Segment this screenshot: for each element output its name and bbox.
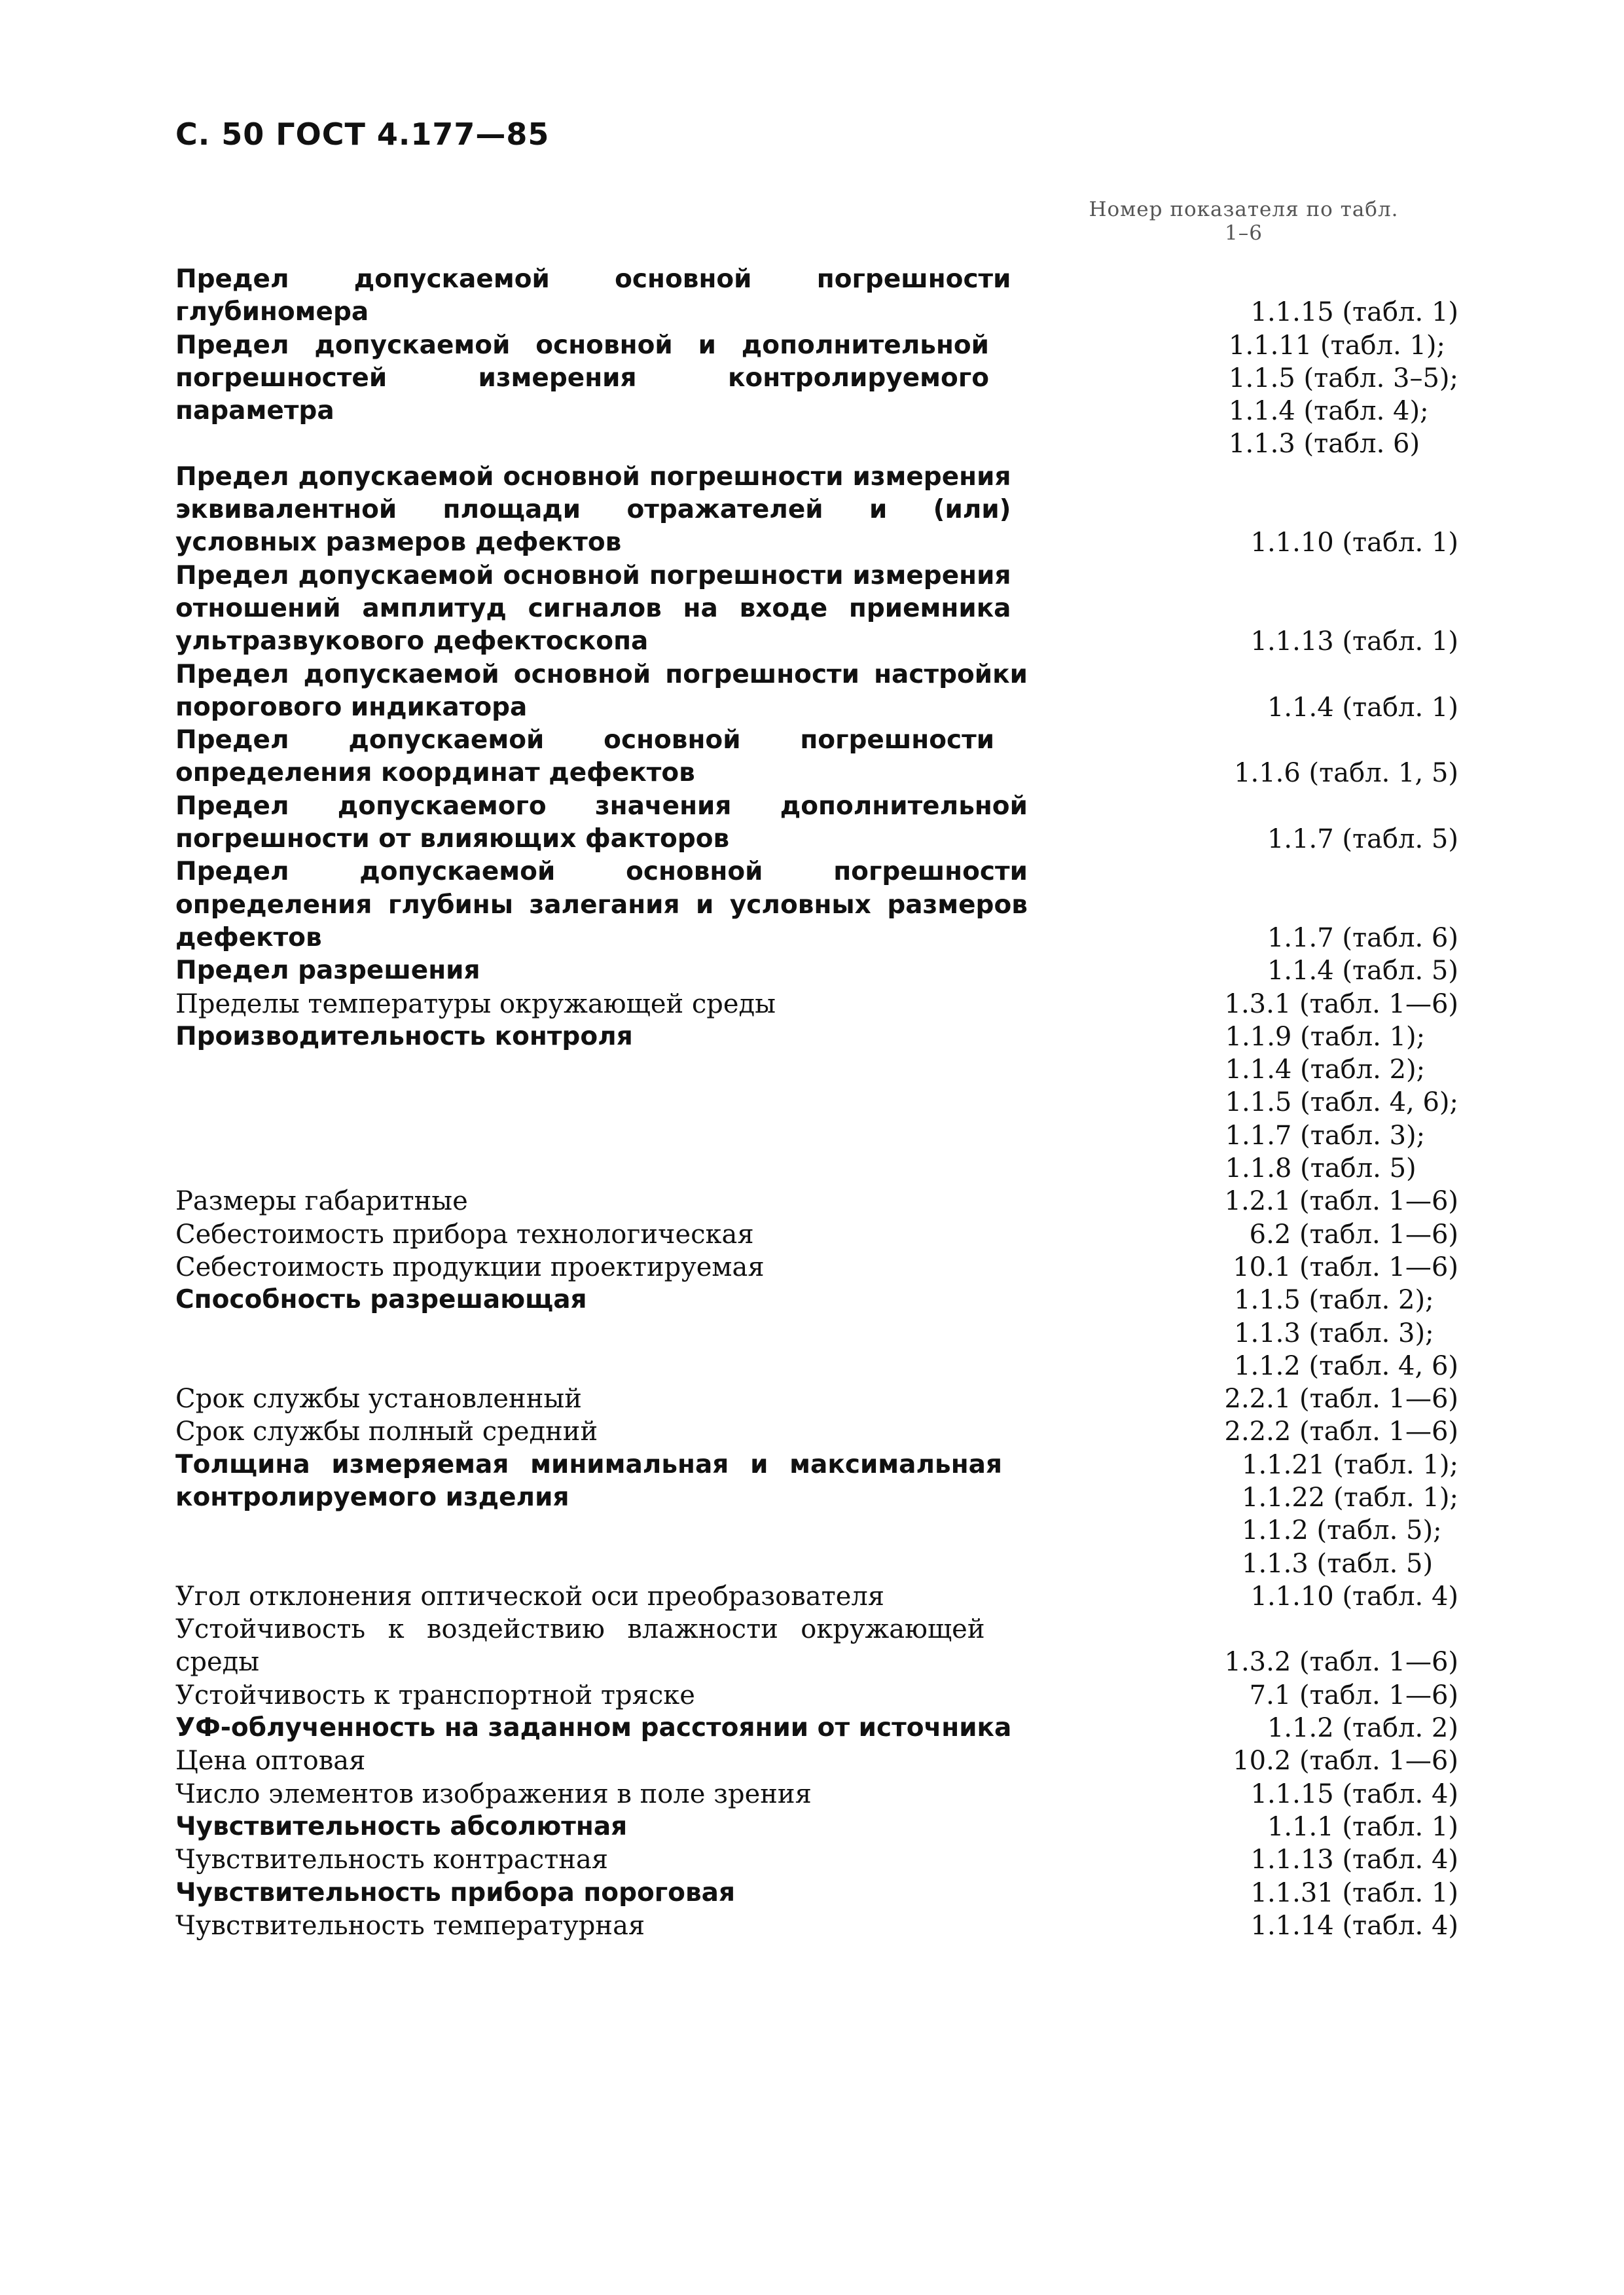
entry-ref: 1.1.2 (табл. 2) [1267, 1713, 1458, 1744]
list-item [175, 1744, 1458, 1777]
list-item [175, 988, 1458, 1021]
entry-ref: 1.1.5 (табл. 4, 6); [1225, 1087, 1458, 1118]
list-item [175, 1284, 1458, 1382]
entry-refs [1251, 625, 1459, 658]
list-item [175, 1877, 1458, 1909]
entry-ref: 1.1.14 (табл. 4) [1250, 1910, 1458, 1941]
list-item [175, 1778, 1458, 1811]
entry-ref: 2.2.2 (табл. 1—6) [1224, 1417, 1458, 1447]
entry-ref: 1.1.9 (табл. 1); [1225, 1021, 1426, 1052]
entry-ref: 1.1.2 (табл. 5); [1242, 1515, 1442, 1546]
entry-refs [1267, 1811, 1458, 1843]
list-item [175, 954, 1458, 987]
entry-refs [1242, 1449, 1458, 1580]
entry-refs [1225, 1021, 1458, 1185]
entry-ref: 1.1.7 (табл. 3); [1225, 1120, 1426, 1151]
list-item [175, 1843, 1458, 1876]
entry-ref: 1.1.7 (табл. 6) [1267, 922, 1458, 953]
entry-ref: 2.2.1 (табл. 1—6) [1224, 1384, 1458, 1415]
entry-term: Предел допускаемой основной погрешности настройки порогового индикатора [175, 659, 1028, 722]
entry-term: Способность разрешающая [175, 1285, 587, 1315]
entry-refs [1250, 1218, 1458, 1251]
entry-refs [1234, 757, 1458, 789]
entry-refs [1225, 1185, 1459, 1218]
list-item [175, 1415, 1458, 1448]
entry-ref: 1.1.10 (табл. 1) [1250, 528, 1458, 558]
entry-ref: 1.1.2 (табл. 4, 6) [1234, 1350, 1458, 1381]
entry-term: Предел допускаемой основной погрешности определения координат дефектов [175, 725, 995, 788]
entry-term: Пределы температуры окружающей среды [175, 988, 776, 1019]
entry-ref: 1.1.7 (табл. 5) [1267, 824, 1458, 855]
entry-ref: 1.1.1 (табл. 1) [1267, 1811, 1458, 1842]
entry-ref: 1.1.22 (табл. 1); [1242, 1482, 1458, 1513]
entry-refs [1251, 526, 1459, 559]
entry-refs [1251, 1843, 1459, 1876]
entry-term: Предел разрешения [175, 956, 480, 986]
entry-ref: 1.1.31 (табл. 1) [1250, 1877, 1458, 1908]
entry-refs [1251, 1580, 1459, 1613]
entry-term: Чувствительность абсолютная [175, 1811, 628, 1841]
entry-term: Угол отклонения оптической оси преобразователя [175, 1581, 885, 1612]
entry-refs [1225, 1382, 1459, 1415]
entry-term: Цена оптовая [175, 1746, 366, 1777]
entry-ref: 7.1 (табл. 1—6) [1249, 1680, 1458, 1710]
entry-ref: 1.1.21 (табл. 1); [1242, 1449, 1458, 1480]
list-item [175, 856, 1458, 954]
entry-term: Устойчивость к воздействию влажности окружающей среды [175, 1614, 985, 1678]
entry-ref: 6.2 (табл. 1—6) [1249, 1219, 1458, 1250]
page-header: С. 50 ГОСТ 4.177—85 [175, 117, 550, 152]
entry-refs [1251, 1877, 1459, 1909]
entry-refs [1225, 1646, 1459, 1678]
column-header [1047, 198, 1440, 245]
entry-ref: 1.1.3 (табл. 6) [1229, 429, 1420, 460]
entry-refs [1267, 823, 1458, 856]
entry-refs [1229, 329, 1458, 461]
entry-refs [1251, 296, 1459, 329]
list-item [175, 1251, 1458, 1284]
entry-term: Устойчивость к транспортной тряске [175, 1680, 695, 1710]
list-item [175, 329, 1458, 461]
entry-refs [1233, 1251, 1458, 1284]
entry-refs [1251, 1778, 1459, 1811]
entry-ref: 10.1 (табл. 1—6) [1233, 1252, 1458, 1282]
entry-ref: 10.2 (табл. 1—6) [1233, 1746, 1458, 1777]
entry-term: Срок службы полный средний [175, 1417, 598, 1447]
entry-refs [1250, 1679, 1458, 1712]
list-item [175, 1613, 1458, 1679]
entry-ref: 1.1.8 (табл. 5) [1225, 1153, 1416, 1184]
entry-ref: 1.1.3 (табл. 3); [1234, 1318, 1434, 1348]
column-header-line1: Номер показателя по табл. [1089, 198, 1399, 221]
entry-ref: 1.1.5 (табл. 3–5); [1229, 363, 1458, 393]
entry-term: Себестоимость продукции проектируемая [175, 1252, 765, 1282]
list-item [175, 659, 1458, 725]
entry-refs [1267, 954, 1458, 987]
list-item [175, 1382, 1458, 1415]
entry-term: Предел допускаемой основной погрешности определения глубины залегания и условных размеров дефектов [175, 857, 1028, 952]
entry-ref: 1.1.15 (табл. 4) [1250, 1779, 1458, 1809]
list-item [175, 461, 1458, 560]
entry-term: Чувствительность контрастная [175, 1845, 609, 1875]
entry-ref: 1.1.5 (табл. 2); [1234, 1285, 1434, 1316]
entry-term: Срок службы установленный [175, 1384, 582, 1415]
list-item [175, 1218, 1458, 1251]
list-item [175, 560, 1458, 659]
entry-refs [1233, 1744, 1458, 1777]
entry-term: Предел допускаемой основной и дополнительной погрешностей измерения контролируемого параметра [175, 330, 990, 426]
entry-term: Чувствительность прибора пороговая [175, 1877, 736, 1907]
entry-term: Размеры габаритные [175, 1186, 468, 1217]
entry-term: Чувствительность температурная [175, 1910, 645, 1941]
entry-ref: 1.1.4 (табл. 1) [1267, 692, 1458, 723]
entry-ref: 1.1.4 (табл. 5) [1267, 956, 1458, 986]
list-item [175, 790, 1458, 856]
entry-ref: 1.1.11 (табл. 1); [1229, 330, 1445, 361]
entry-term: Предел допускаемой основной погрешности глубиномера [175, 264, 1011, 327]
entry-ref: 1.3.1 (табл. 1—6) [1224, 988, 1458, 1019]
list-item [175, 1021, 1458, 1185]
entry-ref: 1.1.10 (табл. 4) [1250, 1581, 1458, 1612]
list-item [175, 1679, 1458, 1712]
entry-term: Производительность контроля [175, 1021, 633, 1051]
list-item [175, 263, 1458, 329]
entry-refs [1267, 1712, 1458, 1744]
entry-ref: 1.1.15 (табл. 1) [1250, 297, 1458, 328]
entry-term: Предел допускаемой основной погрешности измерения отношений амплитуд сигналов на входе приемника ультразвукового дефектоскопа [175, 560, 1011, 657]
entry-refs [1267, 691, 1458, 724]
entry-refs [1251, 1909, 1459, 1942]
entry-refs [1234, 1284, 1458, 1382]
entry-ref: 1.1.6 (табл. 1, 5) [1234, 758, 1458, 789]
entry-term: Предел допускаемой основной погрешности измерения эквивалентной площади отражателей и (или) условных размеров дефектов [175, 461, 1011, 558]
list-item [175, 1580, 1458, 1613]
entry-ref: 1.1.13 (табл. 1) [1250, 626, 1458, 657]
list-item [175, 1712, 1458, 1744]
entry-refs [1225, 988, 1459, 1021]
entry-ref: 1.3.2 (табл. 1—6) [1224, 1647, 1458, 1678]
entry-term: Себестоимость прибора технологическая [175, 1219, 754, 1250]
list-item [175, 1185, 1458, 1218]
entry-ref: 1.1.4 (табл. 2); [1225, 1055, 1426, 1085]
entry-ref: 1.2.1 (табл. 1—6) [1224, 1186, 1458, 1217]
list-item [175, 724, 1458, 790]
entry-ref: 1.1.3 (табл. 5) [1242, 1548, 1434, 1579]
list-item [175, 1449, 1458, 1580]
entry-term: Предел допускаемого значения дополнительной погрешности от влияющих факторов [175, 791, 1028, 854]
list-item [175, 1811, 1458, 1843]
entries-list [175, 263, 1458, 1942]
entry-term: УФ-облученность на заданном расстоянии от источника [175, 1713, 1012, 1743]
entry-refs [1267, 922, 1458, 954]
entry-term: Число элементов изображения в поле зрения [175, 1779, 812, 1809]
column-header-line2: 1–6 [1225, 221, 1263, 245]
entry-ref: 1.1.4 (табл. 4); [1229, 396, 1429, 427]
entry-ref: 1.1.13 (табл. 4) [1250, 1845, 1458, 1875]
entry-term: Толщина измеряемая минимальная и максимальная контролируемого изделия [175, 1449, 1003, 1512]
list-item [175, 1909, 1458, 1942]
entry-refs [1225, 1415, 1459, 1448]
